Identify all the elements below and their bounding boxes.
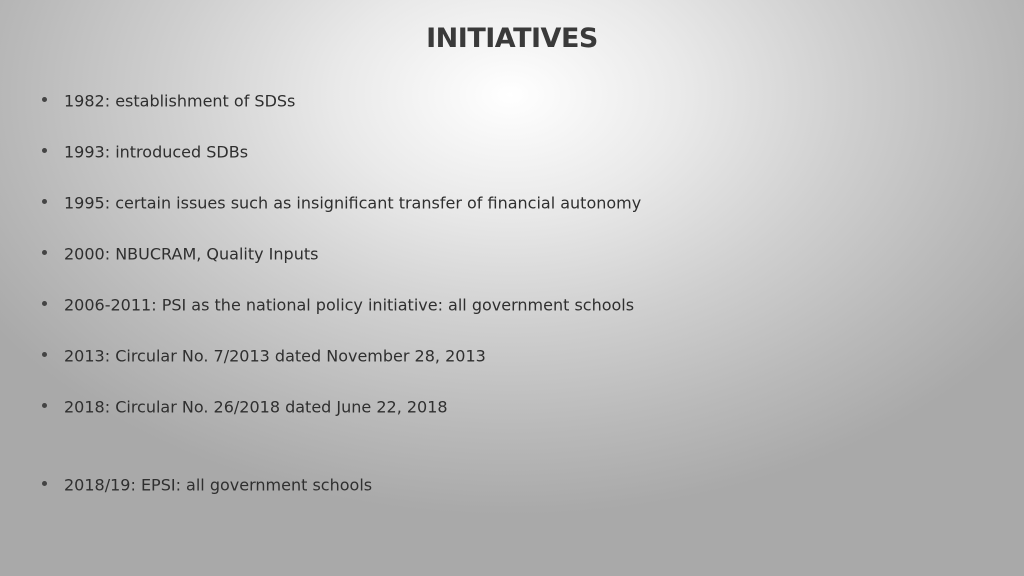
bullet-text: 1982: establishment of SDSs	[64, 91, 296, 111]
bullet-icon	[42, 97, 47, 102]
list-item	[42, 140, 248, 164]
bullet-text: 2006-2011: PSI as the national policy initiative: all government schools	[64, 295, 635, 315]
list-item	[42, 395, 448, 419]
bullet-text: 2013: Circular No. 7/2013 dated November 28, 2013	[64, 346, 486, 366]
bullet-icon	[42, 199, 47, 204]
list-item	[42, 344, 486, 368]
list-item	[42, 293, 634, 317]
list-item	[42, 473, 372, 497]
bullet-icon	[42, 352, 47, 357]
bullet-icon	[42, 250, 47, 255]
bullet-icon	[42, 481, 47, 486]
bullet-text: 2018/19: EPSI: all government schools	[64, 475, 373, 495]
bullet-icon	[42, 148, 47, 153]
bullet-text: 1995: certain issues such as insignificant transfer of financial autonomy	[64, 193, 642, 213]
bullet-text: 2018: Circular No. 26/2018 dated June 22, 2018	[64, 397, 448, 417]
list-item	[42, 89, 295, 113]
list-item	[42, 242, 318, 266]
slide-title: INITIATIVES	[426, 23, 598, 54]
bullet-text: 2000: NBUCRAM, Quality Inputs	[64, 244, 319, 264]
bullet-icon	[42, 403, 47, 408]
bullet-text: 1993: introduced SDBs	[64, 142, 249, 162]
list-item	[42, 191, 641, 215]
bullet-icon	[42, 301, 47, 306]
